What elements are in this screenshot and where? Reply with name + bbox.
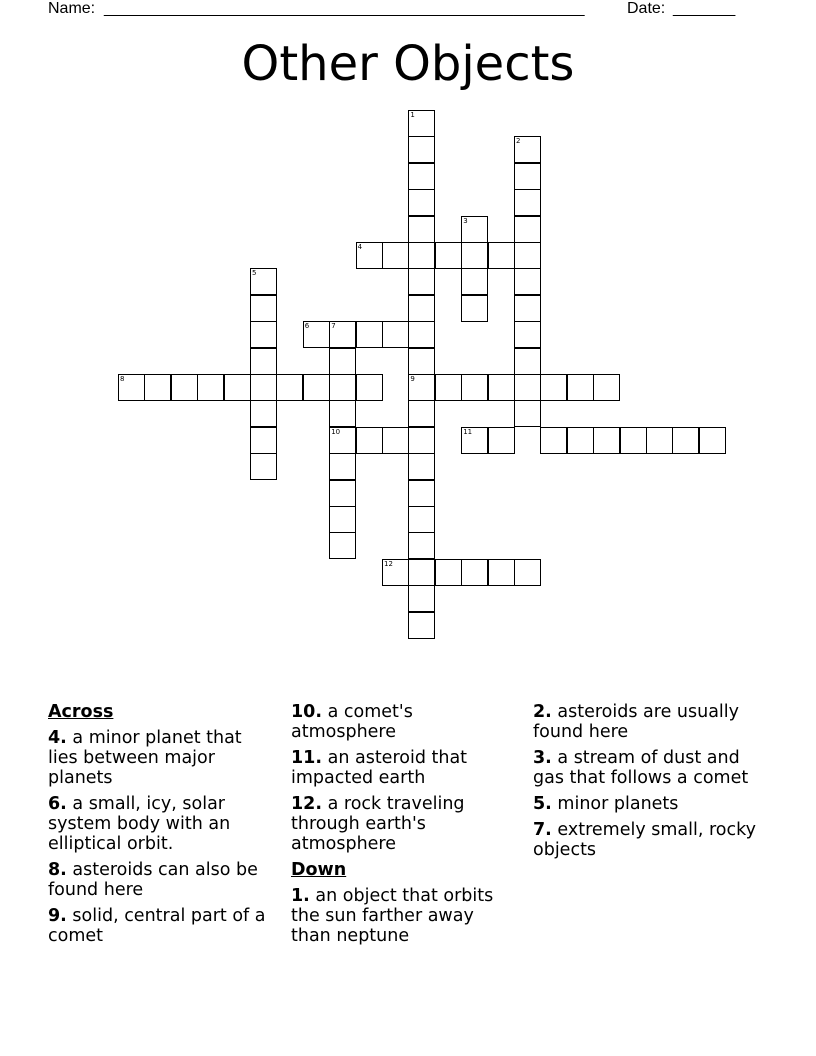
crossword-cell[interactable] xyxy=(408,163,435,190)
crossword-cell[interactable] xyxy=(408,453,435,480)
clue-number: 5. xyxy=(533,794,552,814)
clues-column-2 xyxy=(291,702,516,952)
clue-text: extremely small, rocky objects xyxy=(533,820,756,860)
clue-text: solid, central part of a comet xyxy=(48,906,266,946)
down-heading: Down xyxy=(291,860,347,880)
clue-number: 12. xyxy=(291,794,323,814)
cell-number: 6 xyxy=(304,322,310,331)
crossword-cell[interactable] xyxy=(408,348,435,375)
crossword-cell[interactable] xyxy=(329,400,356,427)
clue-down-7 xyxy=(533,820,758,860)
clue-down-5 xyxy=(533,794,758,814)
crossword-cell[interactable] xyxy=(461,427,488,454)
crossword-cell[interactable] xyxy=(250,374,277,401)
page-title: Other Objects xyxy=(241,36,575,92)
crossword-cell[interactable] xyxy=(514,559,541,586)
clue-number: 6. xyxy=(48,794,67,814)
clue-down-2 xyxy=(533,702,758,742)
clue-number: 1. xyxy=(291,886,310,906)
crossword-cell[interactable] xyxy=(329,506,356,533)
clue-down-1 xyxy=(291,886,516,946)
clue-number: 8. xyxy=(48,860,67,880)
crossword-cell[interactable] xyxy=(329,480,356,507)
crossword-cell[interactable] xyxy=(461,374,488,401)
clue-number: 4. xyxy=(48,728,67,748)
crossword-cell[interactable] xyxy=(250,321,277,348)
crossword-cell[interactable] xyxy=(461,216,488,243)
crossword-cell[interactable] xyxy=(408,559,435,586)
crossword-cell[interactable] xyxy=(382,559,409,586)
crossword-cell[interactable] xyxy=(514,216,541,243)
crossword-cell[interactable] xyxy=(382,321,409,348)
clue-text: minor planets xyxy=(557,794,679,814)
clue-number: 3. xyxy=(533,748,552,768)
crossword-cell[interactable] xyxy=(329,427,356,454)
crossword-cell[interactable] xyxy=(250,268,277,295)
clue-text: an object that orbits the sun farther away than neptune xyxy=(291,886,494,946)
crossword-cell[interactable] xyxy=(408,480,435,507)
cell-number: 7 xyxy=(331,322,336,331)
cell-number: 11 xyxy=(463,427,473,436)
crossword-cell[interactable] xyxy=(514,374,541,401)
clue-across-10 xyxy=(291,702,516,742)
clue-text: a minor planet that lies between major planets xyxy=(48,728,242,788)
clue-across-6 xyxy=(48,794,273,854)
crossword-cell[interactable] xyxy=(250,400,277,427)
crossword-cell[interactable] xyxy=(408,295,435,322)
crossword-cell[interactable] xyxy=(329,348,356,375)
crossword-cell[interactable] xyxy=(356,374,383,401)
name-field[interactable]: ______________________________________________________ xyxy=(104,0,585,17)
crossword-cell[interactable] xyxy=(699,427,726,454)
crossword-cell[interactable] xyxy=(250,348,277,375)
cell-number: 4 xyxy=(357,243,363,251)
crossword-cell[interactable] xyxy=(408,216,435,243)
crossword-cell[interactable] xyxy=(567,427,594,454)
clue-number: 11. xyxy=(291,748,323,768)
crossword-cell[interactable] xyxy=(303,374,330,401)
crossword-cell[interactable] xyxy=(488,427,515,454)
clue-across-12 xyxy=(291,794,516,854)
crossword-cell[interactable] xyxy=(118,374,145,401)
clue-text: asteroids can also be found here xyxy=(48,860,258,900)
clue-number: 7. xyxy=(533,820,552,840)
crossword-cell[interactable] xyxy=(488,374,515,401)
clue-across-11 xyxy=(291,748,516,788)
crossword-cell[interactable] xyxy=(435,374,462,401)
cell-number: 3 xyxy=(463,216,468,225)
crossword-cell[interactable] xyxy=(408,189,435,216)
crossword-cell[interactable] xyxy=(593,427,620,454)
crossword-cell[interactable] xyxy=(329,532,356,559)
clue-across-9 xyxy=(48,906,273,946)
clue-text: a rock traveling through earth's atmosphere xyxy=(291,794,465,854)
crossword-cell[interactable] xyxy=(672,427,699,454)
crossword-cell[interactable] xyxy=(408,612,435,639)
crossword-cell[interactable] xyxy=(461,295,488,322)
clue-down-3 xyxy=(533,748,758,788)
across-heading: Across xyxy=(48,702,114,722)
clue-across-8 xyxy=(48,860,273,900)
cell-number: 1 xyxy=(410,111,415,119)
clue-text: asteroids are usually found here xyxy=(533,702,740,742)
date-label: Date: xyxy=(627,0,666,17)
crossword-cell[interactable] xyxy=(408,585,435,612)
crossword-cell[interactable] xyxy=(250,295,277,322)
crossword-cell[interactable] xyxy=(567,374,594,401)
crossword-cell[interactable] xyxy=(303,321,330,348)
crossword-cell[interactable] xyxy=(514,136,541,163)
crossword-cell[interactable] xyxy=(329,321,356,348)
crossword-cell[interactable] xyxy=(514,242,541,269)
crossword-cell[interactable] xyxy=(408,506,435,533)
crossword-cell[interactable] xyxy=(514,189,541,216)
crossword-cell[interactable] xyxy=(514,400,541,427)
crossword-cell[interactable] xyxy=(224,374,251,401)
crossword-cell[interactable] xyxy=(382,242,409,269)
clue-number: 10. xyxy=(291,702,323,722)
crossword-cell[interactable] xyxy=(488,559,515,586)
crossword-cell[interactable] xyxy=(250,427,277,454)
crossword-cell[interactable] xyxy=(435,559,462,586)
crossword-cell[interactable] xyxy=(620,427,647,454)
clue-text: a comet's atmosphere xyxy=(291,702,413,742)
date-field[interactable]: _______ xyxy=(673,0,736,17)
crossword-cell[interactable] xyxy=(356,427,383,454)
crossword-cell[interactable] xyxy=(461,268,488,295)
crossword-cell[interactable] xyxy=(461,242,488,269)
crossword-cell[interactable] xyxy=(461,559,488,586)
cell-number: 8 xyxy=(120,375,125,383)
name-label: Name: xyxy=(48,0,96,17)
cell-number: 12 xyxy=(384,559,393,568)
crossword-cell[interactable] xyxy=(514,268,541,295)
crossword-cell[interactable] xyxy=(408,136,435,163)
cell-number: 5 xyxy=(252,269,257,278)
crossword-cell[interactable] xyxy=(171,374,198,401)
clue-number: 9. xyxy=(48,906,67,926)
crossword-cell[interactable] xyxy=(250,453,277,480)
cell-number: 10 xyxy=(331,427,341,436)
clue-across-4 xyxy=(48,728,273,788)
crossword-cell[interactable] xyxy=(329,453,356,480)
crossword-cell[interactable] xyxy=(408,374,435,401)
crossword-cell[interactable] xyxy=(514,295,541,322)
crossword-cell[interactable] xyxy=(488,242,515,269)
crossword-cell[interactable] xyxy=(382,427,409,454)
clues-column-1 xyxy=(48,702,273,952)
clue-text: a small, icy, solar system body with an elliptical orbit. xyxy=(48,794,231,854)
crossword-cell[interactable] xyxy=(329,374,356,401)
crossword-cell[interactable] xyxy=(408,268,435,295)
crossword-cell[interactable] xyxy=(514,163,541,190)
crossword-cell[interactable] xyxy=(435,242,462,269)
crossword-cell[interactable] xyxy=(144,374,171,401)
clue-number: 2. xyxy=(533,702,552,722)
crossword-cell[interactable] xyxy=(197,374,224,401)
crossword-cell[interactable] xyxy=(514,348,541,375)
crossword-cell[interactable] xyxy=(356,321,383,348)
crossword-cell[interactable] xyxy=(408,110,435,137)
crossword-cell[interactable] xyxy=(276,374,303,401)
crossword-cell[interactable] xyxy=(593,374,620,401)
crossword-cell[interactable] xyxy=(514,321,541,348)
cell-number: 9 xyxy=(410,375,415,383)
crossword-cell[interactable] xyxy=(408,321,435,348)
clue-text: an asteroid that impacted earth xyxy=(291,748,468,788)
crossword-cell[interactable] xyxy=(408,427,435,454)
crossword-cell[interactable] xyxy=(540,427,567,454)
cell-number: 2 xyxy=(516,137,521,146)
crossword-cell[interactable] xyxy=(646,427,673,454)
clue-text: a stream of dust and gas that follows a comet xyxy=(533,748,749,788)
crossword-cell[interactable] xyxy=(408,242,435,269)
crossword-cell[interactable] xyxy=(540,374,567,401)
crossword-cell[interactable] xyxy=(356,242,383,269)
clues-column-3 xyxy=(533,702,758,866)
crossword-cell[interactable] xyxy=(408,400,435,427)
crossword-cell[interactable] xyxy=(408,532,435,559)
